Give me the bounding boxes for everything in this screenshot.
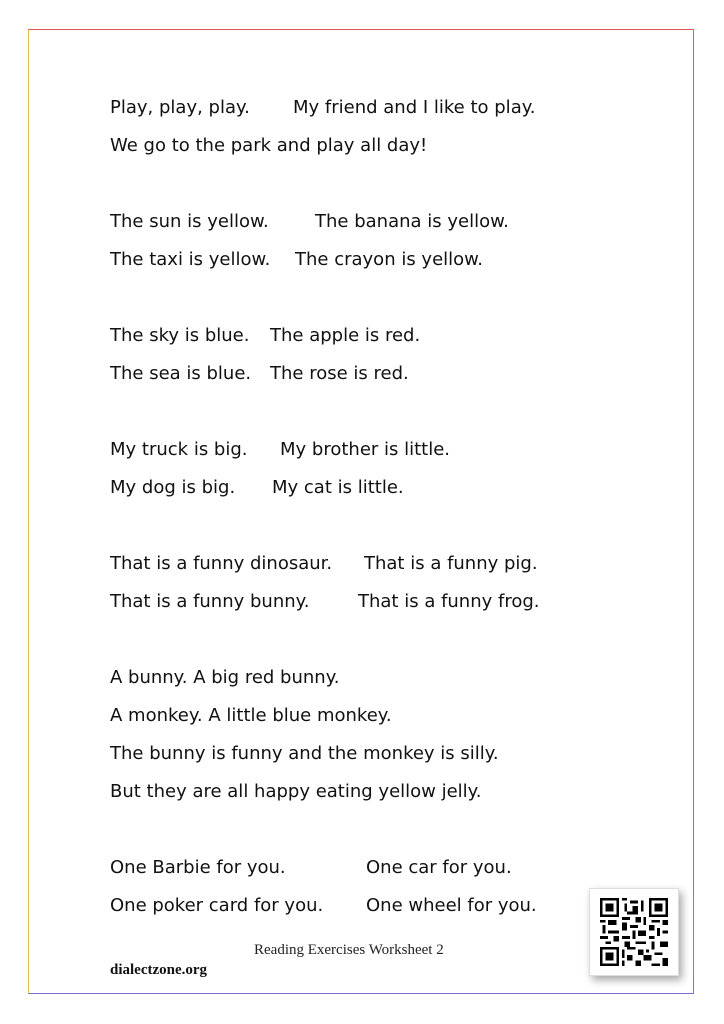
sentence: We go to the park and play all day! <box>110 135 428 156</box>
sentence: That is a funny pig. <box>364 553 538 574</box>
sentence: The sun is yellow. <box>110 211 269 232</box>
sentence: The crayon is yellow. <box>295 249 483 270</box>
sentence: My truck is big. <box>110 439 248 460</box>
sentence: That is a funny dinosaur. <box>110 553 333 574</box>
sentence: The apple is red. <box>270 325 421 346</box>
sentence: Play, play, play. <box>110 97 250 118</box>
sentence: A bunny. A big red bunny. <box>110 667 340 688</box>
sentence: My brother is little. <box>280 439 451 460</box>
sentence: One poker card for you. <box>110 895 324 916</box>
sentence: The sky is blue. <box>110 325 250 346</box>
sentence: One car for you. <box>366 857 512 878</box>
qr-code-icon <box>600 898 668 966</box>
sentence: But they are all happy eating yellow jelly. <box>110 781 482 802</box>
sentence: One Barbie for you. <box>110 857 286 878</box>
sentence: One wheel for you. <box>366 895 537 916</box>
sentence: That is a funny frog. <box>358 591 540 612</box>
sentence: The rose is red. <box>270 363 409 384</box>
sentence: That is a funny bunny. <box>110 591 310 612</box>
page-border <box>28 29 694 994</box>
sentence: The bunny is funny and the monkey is silly. <box>110 743 499 764</box>
sentence: My dog is big. <box>110 477 236 498</box>
sentence: My friend and I like to play. <box>293 97 536 118</box>
sentence: A monkey. A little blue monkey. <box>110 705 392 726</box>
site-name: dialectzone.org <box>110 962 208 978</box>
qr-code <box>589 888 679 976</box>
worksheet-title: Reading Exercises Worksheet 2 <box>254 942 444 958</box>
sentence: The banana is yellow. <box>315 211 509 232</box>
sentence: The taxi is yellow. <box>110 249 271 270</box>
sentence: My cat is little. <box>272 477 404 498</box>
sentence: The sea is blue. <box>110 363 252 384</box>
